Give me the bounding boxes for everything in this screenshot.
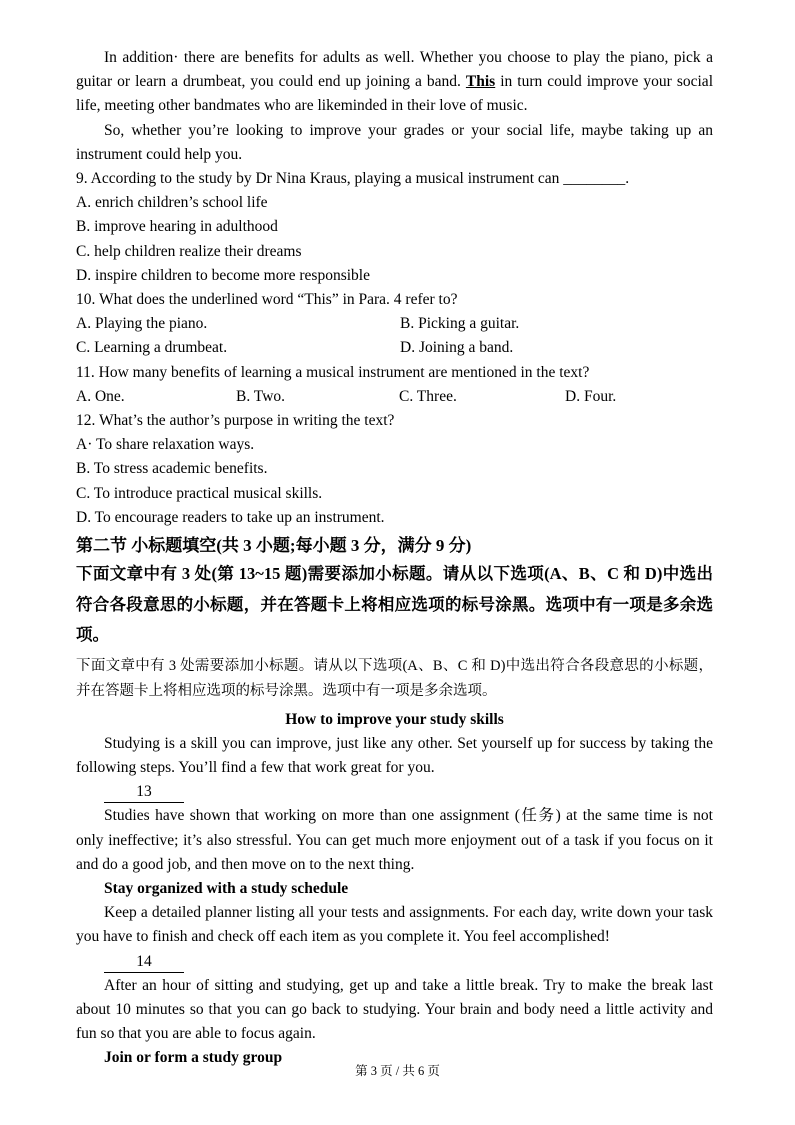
- paragraph-text: In addition· there are benefits for adults as well. Whether you choose to play the piano, pick a guitar or learn a drumbeat, you could end up joining a band.: [76, 49, 713, 91]
- passage-study-title: How to improve your study skills: [285, 710, 504, 728]
- question-10-options-row-2: [76, 336, 713, 360]
- answer-blank-14: 14: [104, 952, 184, 973]
- passage-study-heading-group: Join or form a study group: [104, 1049, 283, 1067]
- question-10-option-b: B. Picking a guitar.: [400, 315, 520, 333]
- question-10-options-row-1: [76, 312, 713, 336]
- question-12-option-c: C. To introduce practical musical skills.: [76, 484, 323, 502]
- question-9-option-a: A. enrich children’s school life: [76, 194, 268, 212]
- page-footer: 第 3 页 / 共 6 页: [355, 1064, 440, 1078]
- question-10-option-c: C. Learning a drumbeat.: [76, 339, 228, 357]
- section-2-instructions-bold: 下面文章中有 3 处(第 13~15 题)需要添加小标题。请从以下选项(A、B、C 和 D)中选出符合各段意思的小标题，并在答题卡上将相应选项的标号涂黑。选项中有一项是多余选项。: [76, 564, 713, 645]
- question-9-option-b: B. improve hearing in adulthood: [76, 218, 278, 236]
- blank-line-14: [76, 950, 713, 974]
- passage-study-paragraph-break: After an hour of sitting and studying, get up and take a little break. Try to make the break last about 10 minutes so that you can go back to studying. Your brain and body need a little activity and fun so that you are able to focus again.: [76, 976, 713, 1043]
- question-11-options-row: [76, 385, 713, 409]
- passage-study-paragraph-schedule: Keep a detailed planner listing all your tests and assignments. For each day, write down your task you have to finish and check off each item as you complete it. You feel accomplished!: [76, 904, 713, 946]
- question-9-option-d: D. inspire children to become more responsible: [76, 266, 370, 284]
- passage-music-paragraph-conclusion: So, whether you’re looking to improve your grades or your social life, maybe taking up an instrument could help you.: [76, 121, 713, 163]
- passage-study-paragraph-focus: Studies have shown that working on more than one assignment (任务) at the same time is not only ineffective; it’s also stressful. You can get much more enjoyment out of a task if you focus on it and do a good job, and then move on to the next thing.: [76, 807, 713, 873]
- question-9-option-c: C. help children realize their dreams: [76, 242, 302, 260]
- question-11-option-b: B. Two.: [236, 387, 286, 405]
- passage-music-paragraph-adults: [76, 46, 713, 119]
- question-11-option-a: A. One.: [76, 387, 125, 405]
- question-9-stem: 9. According to the study by Dr Nina Kraus, playing a musical instrument can ________.: [76, 170, 630, 188]
- underlined-word-this: This: [465, 73, 496, 91]
- paragraph-text: in turn could improve your social life, meeting other bandmates who are likeminded in their love of music.: [76, 73, 713, 115]
- passage-study-heading-schedule: Stay organized with a study schedule: [104, 879, 349, 897]
- question-12-option-b: B. To stress academic benefits.: [76, 460, 268, 478]
- section-2-instructions-normal: 下面文章中有 3 处需要添加小标题。请从以下选项(A、B、C 和 D)中选出符合各段意思的小标题，并在答题卡上将相应选项的标号涂黑。选项中有一项是多余选项。: [76, 657, 713, 699]
- question-10-option-a: A. Playing the piano.: [76, 315, 208, 333]
- question-10-option-d: D. Joining a band.: [400, 339, 514, 357]
- question-12-stem: 12. What’s the author’s purpose in writing the text?: [76, 412, 395, 430]
- section-2-heading: 第二节 小标题填空(共 3 小题;每小题 3 分，满分 9 分): [76, 536, 472, 556]
- question-12-option-a: A· To share relaxation ways.: [76, 436, 255, 454]
- question-11-option-c: C. Three.: [399, 387, 457, 405]
- blank-line-13: [76, 780, 713, 804]
- answer-blank-13: 13: [104, 782, 184, 803]
- question-11-option-d: D. Four.: [565, 387, 617, 405]
- passage-study-intro: Studying is a skill you can improve, just like any other. Set yourself up for success by taking the following steps. You’ll find a few that work great for you.: [76, 734, 713, 776]
- question-11-stem: 11. How many benefits of learning a musical instrument are mentioned in the text?: [76, 363, 590, 381]
- question-12-option-d: D. To encourage readers to take up an instrument.: [76, 508, 385, 526]
- question-10-stem: 10. What does the underlined word “This” in Para. 4 refer to?: [76, 291, 458, 309]
